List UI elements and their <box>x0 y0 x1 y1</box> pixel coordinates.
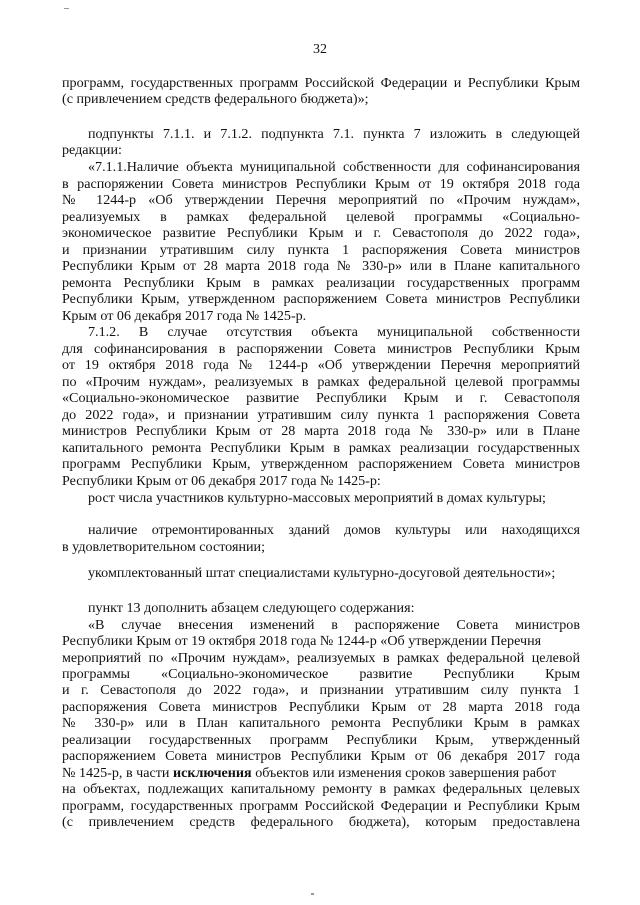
page-number: 32 <box>313 42 327 57</box>
text-line: 7.1.2. В случае отсутствия объекта муниципальной собственности <box>88 324 580 340</box>
scan-speck <box>311 893 314 895</box>
text-line: программ, государственных программ Российской Федерации и Республики Крым <box>62 798 580 814</box>
text-line: (с привлечением средств федерального бюджета)»; <box>62 91 369 107</box>
text-line: экономическое развитие Республики Крым и г. Севастополя до 2022 года», <box>62 225 580 241</box>
text-line <box>62 765 580 781</box>
text-line: от 19 октября 2018 года № 1244-р «Об утверждении Перечня мероприятий <box>62 357 580 373</box>
text-line: программ Республики Крым, утвержденном распоряжением Совета министров <box>62 456 580 472</box>
text-line: реализуемых в рамках федеральной целевой программы «Социально- <box>62 209 580 225</box>
text-line: реализации государственных программ Республики Крым, утвержденный <box>62 732 580 748</box>
text-line: программы «Социально-экономическое развитие Республики Крым <box>62 666 580 682</box>
text-line: Республики Крым от 06 декабря 2017 года № 1425-р: <box>62 473 381 489</box>
text-line: (с привлечением средств федерального бюджета), которым предоставлена <box>62 814 580 830</box>
text-line: программ, государственных программ Российской Федерации и Республики Крым <box>62 75 580 91</box>
text-line: капитального ремонта Республики Крым в рамках реализации государственных <box>62 440 580 456</box>
text-line: «Социально-экономическое развитие Республики Крым и г. Севастополя <box>62 390 580 406</box>
text-line: № 330-р» или в План капитального ремонта Республики Крым в рамках <box>62 715 580 731</box>
text-line: и г. Севастополя до 2022 года», и признании утратившим силу пункта 1 <box>62 682 580 698</box>
text-line: до 2022 года», и признании утратившим силу пункта 1 распоряжения Совета <box>62 407 580 423</box>
text-line: ремонта Республики Крым в рамках реализации государственных программ <box>62 275 580 291</box>
text-line: рост числа участников культурно-массовых мероприятий в домах культуры; <box>88 490 546 506</box>
text-line: Республики Крым от 19 октября 2018 года № 1244-р «Об утверждении Перечня <box>62 633 542 649</box>
text-line: по «Прочим нуждам», реализуемых в рамках федеральной целевой программы <box>62 374 580 390</box>
text-line: министров Республики Крым от 28 марта 2018 года № 330-р» или в Плане <box>62 423 580 439</box>
text-line: подпункты 7.1.1. и 7.1.2. подпункта 7.1. пункта 7 изложить в следующей <box>88 126 580 142</box>
text-segment: № 1425-р, в части <box>62 765 173 781</box>
text-line: Республики Крым, утвержденном распоряжением Совета министров Республики <box>62 291 580 307</box>
text-line: мероприятий по «Прочим нуждам», реализуемых в рамках федеральной целевой <box>62 650 580 666</box>
text-line: № 1244-р «Об утверждении Перечня мероприятий по «Прочим нуждам», <box>62 192 580 208</box>
text-line: распоряжением Совета министров Республики Крым от 06 декабря 2017 года <box>62 748 580 764</box>
text-line: в удовлетворительном состоянии; <box>62 539 265 555</box>
scan-speck <box>64 8 69 9</box>
text-line: Крым от 06 декабря 2017 года № 1425-р. <box>62 308 307 324</box>
text-line: Республики Крым от 28 марта 2018 года № 330-р» или в Плане капитального <box>62 258 580 274</box>
text-line: в распоряжении Совета министров Республики Крым от 19 октября 2018 года <box>62 176 580 192</box>
text-line: пункт 13 дополнить абзацем следующего содержания: <box>88 600 415 616</box>
bold-text: исключения <box>172 765 252 781</box>
text-line: «В случае внесения изменений в распоряжение Совета министров <box>88 617 580 633</box>
text-line: редакции: <box>62 142 122 158</box>
text-line: укомплектованный штат специалистами культурно-досуговой деятельности»; <box>88 565 556 581</box>
text-line: и признании утратившим силу пункта 1 распоряжения Совета министров <box>62 242 580 258</box>
text-line: наличие отремонтированных зданий домов культуры или находящихся <box>88 522 580 538</box>
text-line: распоряжения Совета министров Республики Крым от 28 марта 2018 года <box>62 699 580 715</box>
text-line: «7.1.1.Наличие объекта муниципальной собственности для софинансирования <box>88 159 580 175</box>
text-line: для софинансирования в распоряжении Совета министров Республики Крым <box>62 341 580 357</box>
text-line: на объектах, подлежащих капитальному ремонту в рамках федеральных целевых <box>62 781 580 797</box>
text-segment: объектов или изменения сроков завершения работ <box>251 765 557 781</box>
